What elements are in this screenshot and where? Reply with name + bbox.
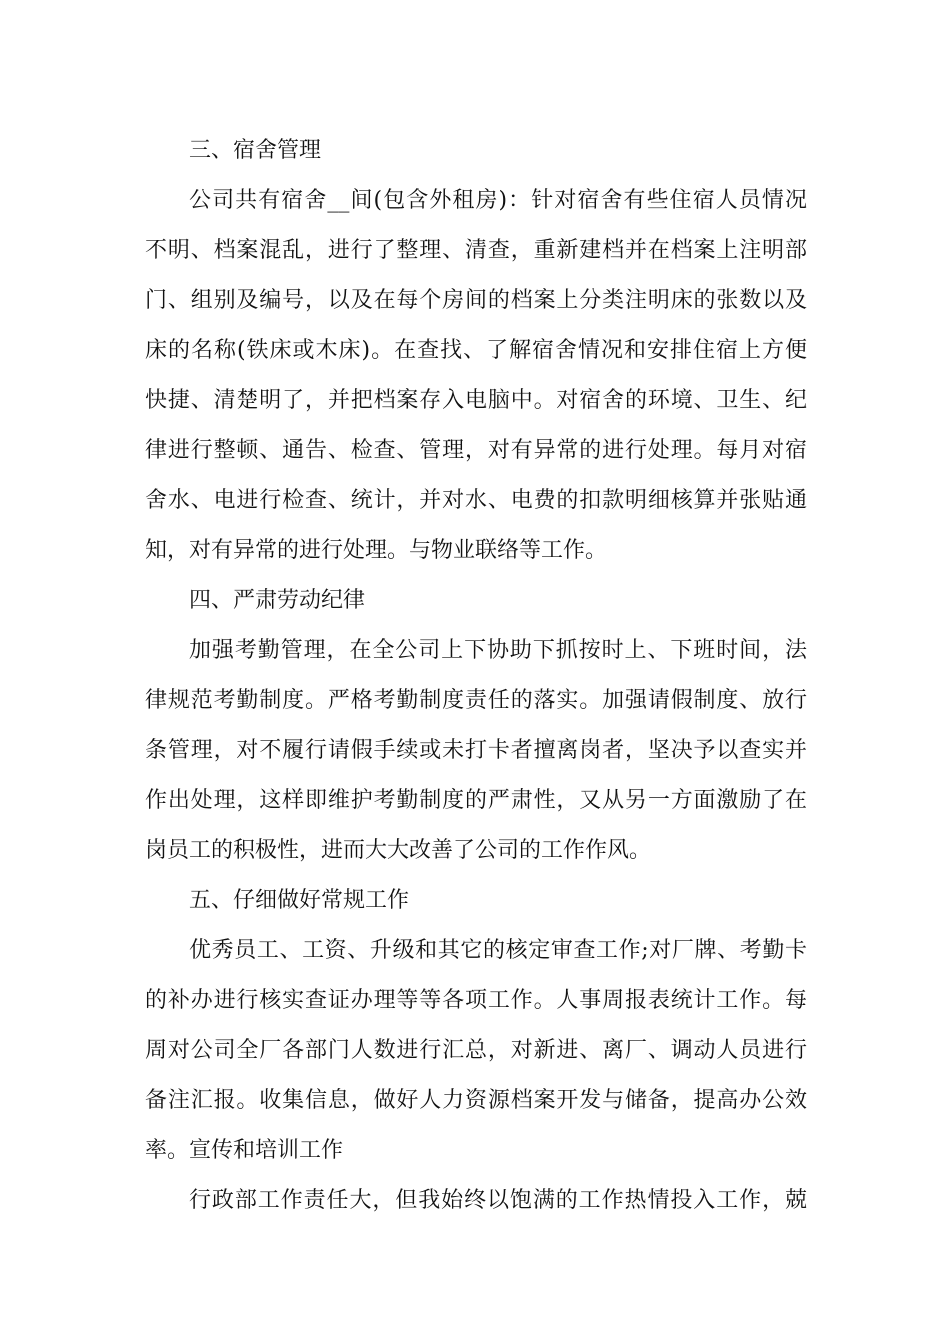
paragraph-line: 舍水、电进行检查、统计，并对水、电费的扣款明细核算并张贴通 [145,488,807,513]
paragraph-line: 率。宣传和培训工作 [145,1138,344,1163]
paragraph-line: 律规范考勤制度。严格考勤制度责任的落实。加强请假制度、放行 [145,688,807,713]
paragraph-line: 周对公司全厂各部门人数进行汇总，对新进、离厂、调动人员进行 [145,1038,807,1063]
paragraph-line: 行政部工作责任大，但我始终以饱满的工作热情投入工作，兢 [189,1188,807,1213]
section-heading: 三、宿舍管理 [189,138,322,163]
document-body [145,126,807,1226]
paragraph-line: 备注汇报。收集信息，做好人力资源档案开发与储备，提高办公效 [145,1088,807,1113]
paragraph-line: 公司共有宿舍__间(包含外租房)：针对宿舍有些住宿人员情况 [189,188,807,213]
paragraph-line: 不明、档案混乱，进行了整理、清查，重新建档并在档案上注明部 [145,238,807,263]
paragraph-line: 优秀员工、工资、升级和其它的核定审查工作;对厂牌、考勤卡 [189,938,807,963]
section-heading: 五、仔细做好常规工作 [189,888,410,913]
paragraph-line: 知，对有异常的进行处理。与物业联络等工作。 [145,538,608,563]
paragraph-line: 门、组别及编号，以及在每个房间的档案上分类注明床的张数以及 [145,288,807,313]
paragraph-line: 加强考勤管理，在全公司上下协助下抓按时上、下班时间，法 [189,638,807,663]
section-heading: 四、严肃劳动纪律 [189,588,366,613]
paragraph-line: 律进行整顿、通告、检查、管理，对有异常的进行处理。每月对宿 [145,438,807,463]
paragraph-line: 作出处理，这样即维护考勤制度的严肃性，又从另一方面激励了在 [145,788,807,813]
paragraph-line: 快捷、清楚明了，并把档案存入电脑中。对宿舍的环境、卫生、纪 [145,388,807,413]
paragraph-line: 床的名称(铁床或木床)。在查找、了解宿舍情况和安排住宿上方便 [145,338,807,363]
paragraph-line: 条管理，对不履行请假手续或未打卡者擅离岗者，坚决予以查实并 [145,738,807,763]
paragraph-line: 岗员工的积极性，进而大大改善了公司的工作作风。 [145,838,652,863]
paragraph-line: 的补办进行核实查证办理等等各项工作。人事周报表统计工作。每 [145,988,807,1013]
